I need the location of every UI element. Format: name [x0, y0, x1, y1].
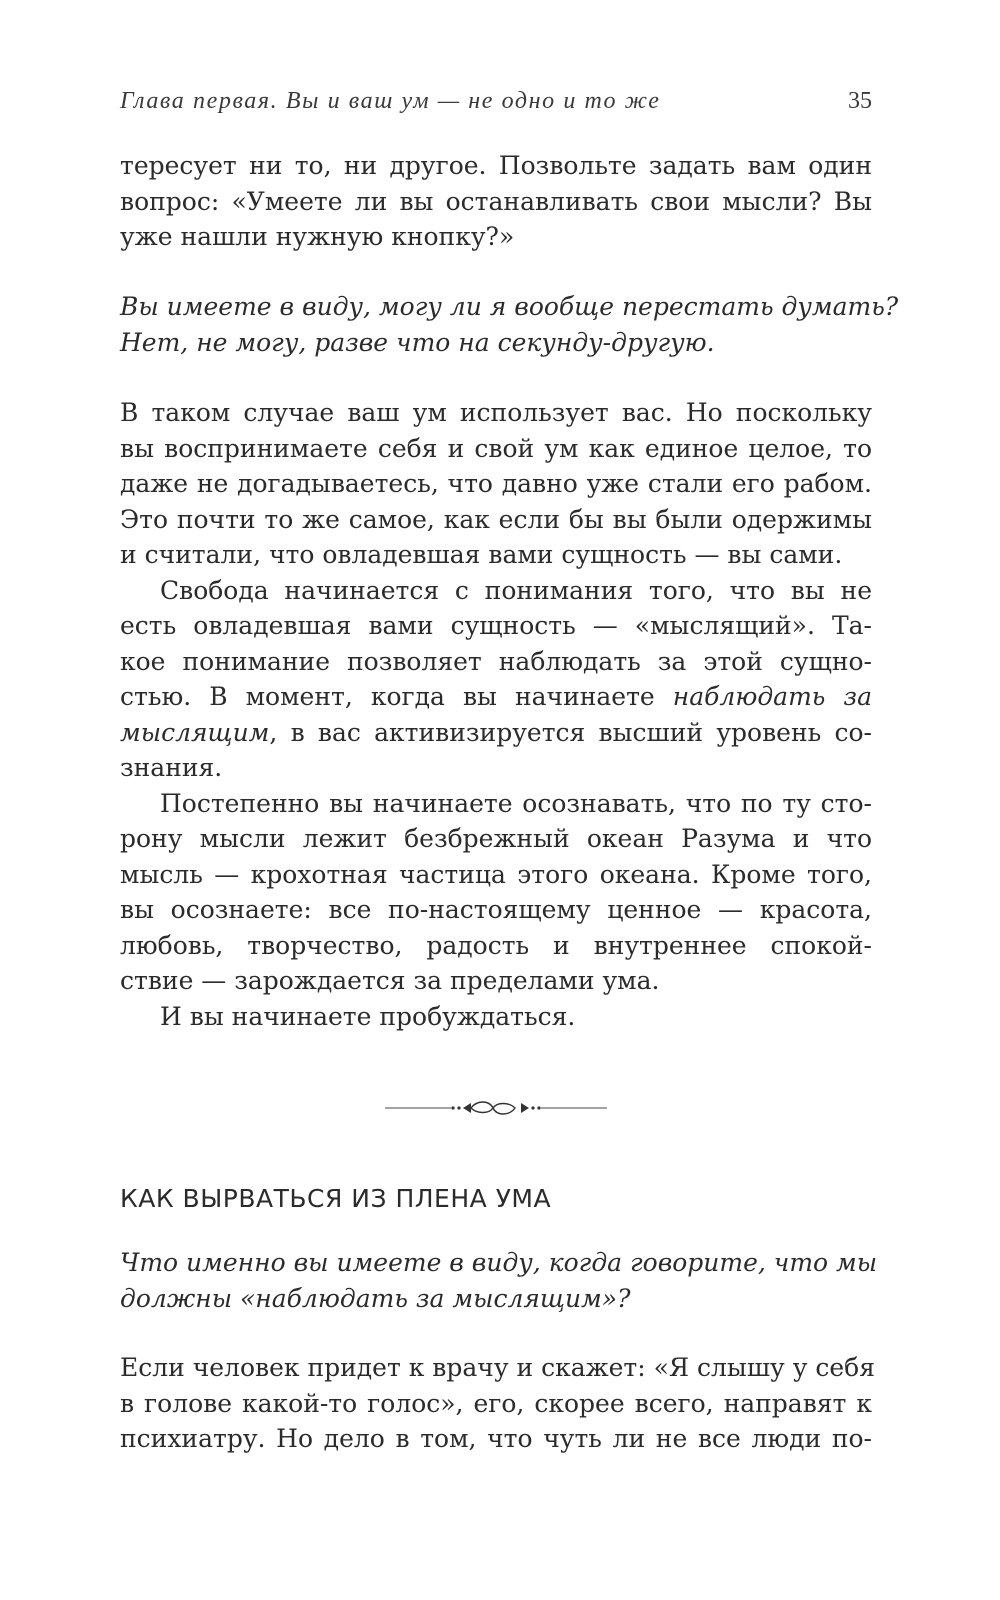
emphasis-text: мыслящим: [120, 717, 270, 747]
text-line: рону мысли лежит безбрежный океан Разума и что: [120, 824, 872, 853]
text-line: знания.: [120, 753, 223, 782]
section-heading: КАК ВЫРВАТЬСЯ ИЗ ПЛЕНА УМА: [120, 1184, 552, 1213]
text-line: [120, 715, 872, 751]
paragraph-continuation: [120, 148, 872, 255]
text-line: вы воспринимаете себя и свой ум как единое целое, то: [120, 433, 872, 463]
text-line: уже нашли нужную кнопку?»: [120, 222, 515, 251]
text-line: мысль — крохотная частица этого океана. Кроме того,: [120, 859, 872, 889]
paragraph-freedom: [120, 573, 872, 786]
book-page: [120, 0, 899, 1600]
text-line: в голове какой-то голос», его, скорее всего, направят к: [120, 1388, 872, 1418]
text-line: любовь, творчество, радость и внутреннее спокой-: [120, 930, 872, 960]
text-line: ствие — зарождается за пределами ума.: [120, 966, 660, 995]
text-line: Это почти то же самое, как если бы вы были одержимы: [120, 504, 872, 534]
text-line: Если человек придет к врачу и скажет: «Я слышу у себя: [120, 1353, 875, 1382]
page-number: 35: [848, 88, 872, 114]
reader-question: [120, 289, 899, 360]
text-line: Свобода начинается с понимания того, что вы не: [160, 575, 872, 605]
text-line: психиатру. Но дело в том, что чуть ли не все люди по-: [120, 1424, 872, 1453]
chapter-title: Глава первая. Вы и ваш ум — не одно и то же: [120, 88, 661, 114]
paragraph-awareness: [120, 786, 872, 999]
text-line: И вы начинаете пробуждаться.: [160, 1001, 576, 1031]
section-divider-ornament: [385, 1092, 607, 1124]
paragraph-awakening: [120, 999, 872, 1035]
text-line: Постепенно вы начинаете осознавать, что по ту сто-: [160, 788, 872, 818]
text-line: должны «наблюдать за мыслящим»?: [120, 1283, 631, 1313]
text-line: даже не догадываетесь, что давно уже стали его рабом.: [120, 469, 872, 498]
text-line: и считали, что овладевшая вами сущность — вы сами.: [120, 540, 843, 569]
reader-question-2: [120, 1245, 878, 1316]
text-line: кое понимание позволяет наблюдать за этой сущно-: [120, 646, 872, 676]
text-line: В таком случае ваш ум использует вас. Но поскольку: [120, 398, 872, 427]
text-line: Вы имеете в виду, могу ли я вообще перестать думать?: [120, 292, 899, 321]
emphasis-text: наблюдать за: [672, 682, 872, 711]
text-line: вы осознаете: все по-настоящему ценное — красота,: [120, 895, 872, 924]
text-run: стью. В момент, когда вы начинаете: [120, 682, 673, 711]
text-line: тересует ни то, ни другое. Позвольте задать вам один: [120, 151, 872, 180]
text-line: вопрос: «Умеете ли вы останавливать свои мысли? Вы: [120, 186, 872, 216]
text-line: [120, 679, 872, 715]
paragraph-answer: [120, 395, 872, 573]
text-line: Нет, не могу, разве что на секунду-другую.: [120, 327, 715, 357]
text-line: есть овладевшая вами сущность — «мыслящий». Та-: [120, 611, 872, 640]
text-run: , в вас активизируется высший уровень со-: [269, 717, 872, 747]
text-line: Что именно вы имеете в виду, когда говорите, что мы: [120, 1248, 878, 1277]
running-header: [120, 88, 872, 122]
paragraph-doctor: [120, 1350, 875, 1457]
